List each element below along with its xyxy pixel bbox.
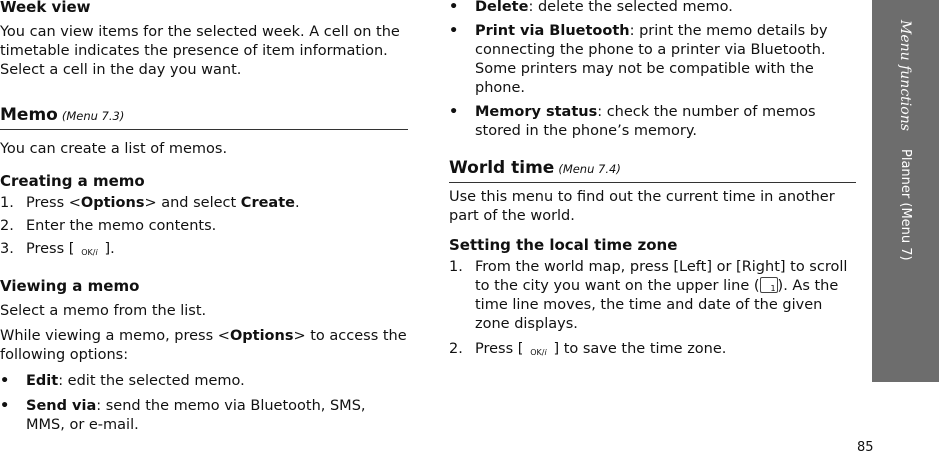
local-time-zone-steps — [449, 258, 856, 360]
memo-intro: You can create a list of memos. — [0, 141, 228, 157]
right-column — [449, 0, 856, 360]
upper-line-icon — [760, 277, 778, 293]
world-time-menu-ref: (Menu 7.4) — [558, 162, 621, 176]
world-time-title: World time — [449, 158, 555, 178]
option-delete: • Delete: delete the selected memo. — [449, 0, 733, 15]
local-time-zone-heading: Setting the local time zone — [449, 236, 678, 254]
world-time-heading — [449, 159, 856, 183]
memo-heading — [0, 106, 408, 130]
week-view-heading: Week view — [0, 0, 91, 16]
memo-options-list-left — [0, 372, 408, 435]
creating-step-1: 1. Press <Options> and select Create. — [0, 195, 300, 211]
creating-step-3: 3. Press [ OK/i ]. — [0, 240, 408, 260]
creating-step-2: 2. Enter the memo contents. — [0, 218, 217, 234]
local-step-2: 2. Press [ OK/i ] to save the time zone. — [449, 340, 856, 360]
page-number: 85 — [857, 440, 874, 455]
ok-key-icon: OK/i — [530, 348, 547, 357]
left-column — [0, 0, 408, 435]
option-print-via-bluetooth: • Print via Bluetooth: print the memo details by connecting the phone to a printer via Bluetooth. Some printers may not be compatible with the phone. — [449, 23, 828, 96]
creating-memo-steps — [0, 194, 408, 260]
local-step-1: 1. From the world map, press [Left] or [Right] to scroll to the city you want on the upper line (1 ). As the time line moves, the time and date of the given zone displays. — [449, 258, 856, 334]
chapter-side-label — [893, 20, 917, 340]
viewing-memo-body-2: While viewing a memo, press <Options> to access the following options: — [0, 328, 407, 363]
memo-menu-ref: (Menu 7.3) — [61, 109, 125, 123]
section-title: Planner (Menu 7) — [898, 149, 913, 261]
chapter-title: Menu functions — [897, 20, 913, 131]
memo-options-list-right — [449, 0, 856, 141]
creating-memo-heading: Creating a memo — [0, 172, 145, 190]
option-edit: • Edit: edit the selected memo. — [0, 373, 245, 389]
world-time-intro: Use this menu to find out the current time in another part of the world. — [449, 189, 835, 224]
ok-key-icon: OK/i — [81, 248, 98, 257]
memo-title: Memo — [0, 105, 58, 125]
viewing-memo-body-1: Select a memo from the list. — [0, 303, 207, 319]
viewing-memo-heading: Viewing a memo — [0, 277, 140, 295]
option-memory-status: • Memory status: check the number of memos stored in the phone’s memory. — [449, 104, 816, 139]
option-send-via: • Send via: send the memo via Bluetooth, SMS, MMS, or e-mail. — [0, 398, 366, 433]
week-view-body: You can view items for the selected week. A cell on the timetable indicates the presence of item information. Select a cell in the day you want. — [0, 24, 400, 78]
